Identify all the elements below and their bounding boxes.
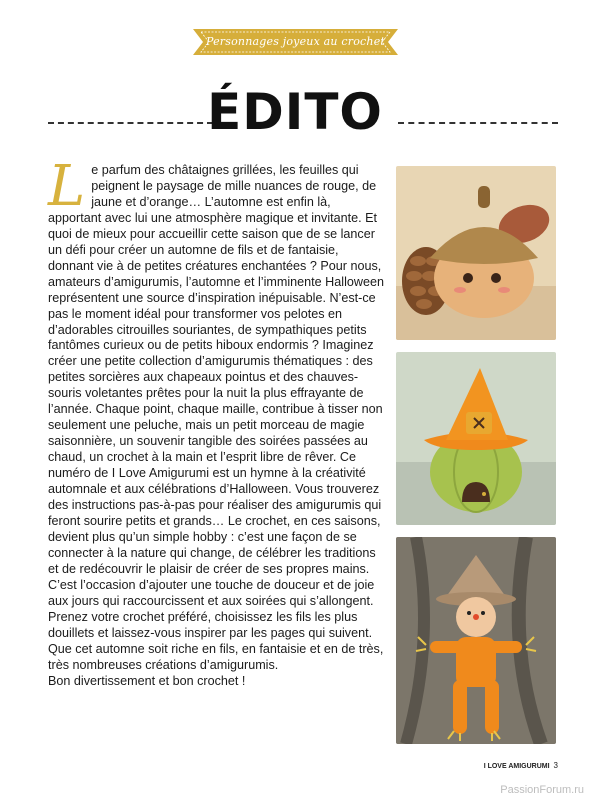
page-footer — [484, 761, 558, 770]
page-title: ÉDITO — [207, 83, 383, 141]
photo-scarecrow-amigurumi — [396, 537, 556, 744]
ribbon-label: Personnages joyeux au crochet — [205, 35, 386, 48]
article-text: e parfum des châtaignes grillées, les feuilles qui peignent le paysage de mille nuances de rouge, de jaune et d’orange… L’automne est enfin là, apportant avec lui une atmosphère magique et invitante. Et quoi de mieux pour accueillir cette saison que de se lancer un défi pour créer un automne de fils et de fantaisie, donnant vie à de petites créatures enchantées ? Pour nous, amateurs d’amigurumis, l’automne et l’imminente Halloween représentent une source d’inspiration inépuisable. N’est-ce pas le moment idéal pour transformer vos pelotes en d’adorables citrouilles souriantes, de sympathiques petits fantômes curieux ou de petits hiboux endormis ? Imaginez créer une petite collection d’amigurumis thématiques : des petites sorcières aux chapeaux pointus et des chauves-souris voletantes prêtes pour la nuit la plus effrayante de l’année. Chaque point, chaque maille, contribue à tisser non seulement une peluche, mais un petit morceau de magie saisonnière, un souvenir tangible des soirées passées au chaud, un crochet à la main et l’esprit libre de rêver. Ce numéro de I Love Amigurumi est un hymne à la créativité automnale et aux célébrations d’Halloween. Vous trouverez des instructions pas-à-pas pour réaliser des amigurumis qui feront sourire petits et grands… Le crochet, en ces saisons, devient plus qu’un simple hobby : c’est une façon de se connecter à la nature qui change, de célébrer les traditions et de redécouvrir le plaisir de créer de ses propres mains. C’est l’occasion d’ajouter une touche de douceur et de joie aux jours qui raccourcissent et aux soirées qui s’allongent. Prenez votre crochet préféré, choisissez les fils les plus douillets et laissez-vous inspirer par les pages qui suivent. Que cet automne soit riche en fils, en fantaisie et en de très, très nombreuses créations d’amigurumis. — [48, 163, 384, 672]
magazine-name: I LOVE AMIGURUMI — [483, 763, 550, 770]
section-ribbon — [193, 27, 398, 57]
page-number: 3 — [553, 761, 558, 770]
photo-pumpkin-house-amigurumi — [396, 352, 556, 525]
title-divider-right — [398, 122, 558, 124]
photo-acorn-amigurumi — [396, 166, 556, 340]
article-closing: Bon divertissement et bon crochet ! — [48, 673, 246, 688]
article-body — [48, 154, 384, 689]
watermark: PassionForum.ru — [500, 784, 584, 796]
drop-cap: L — [48, 154, 86, 219]
